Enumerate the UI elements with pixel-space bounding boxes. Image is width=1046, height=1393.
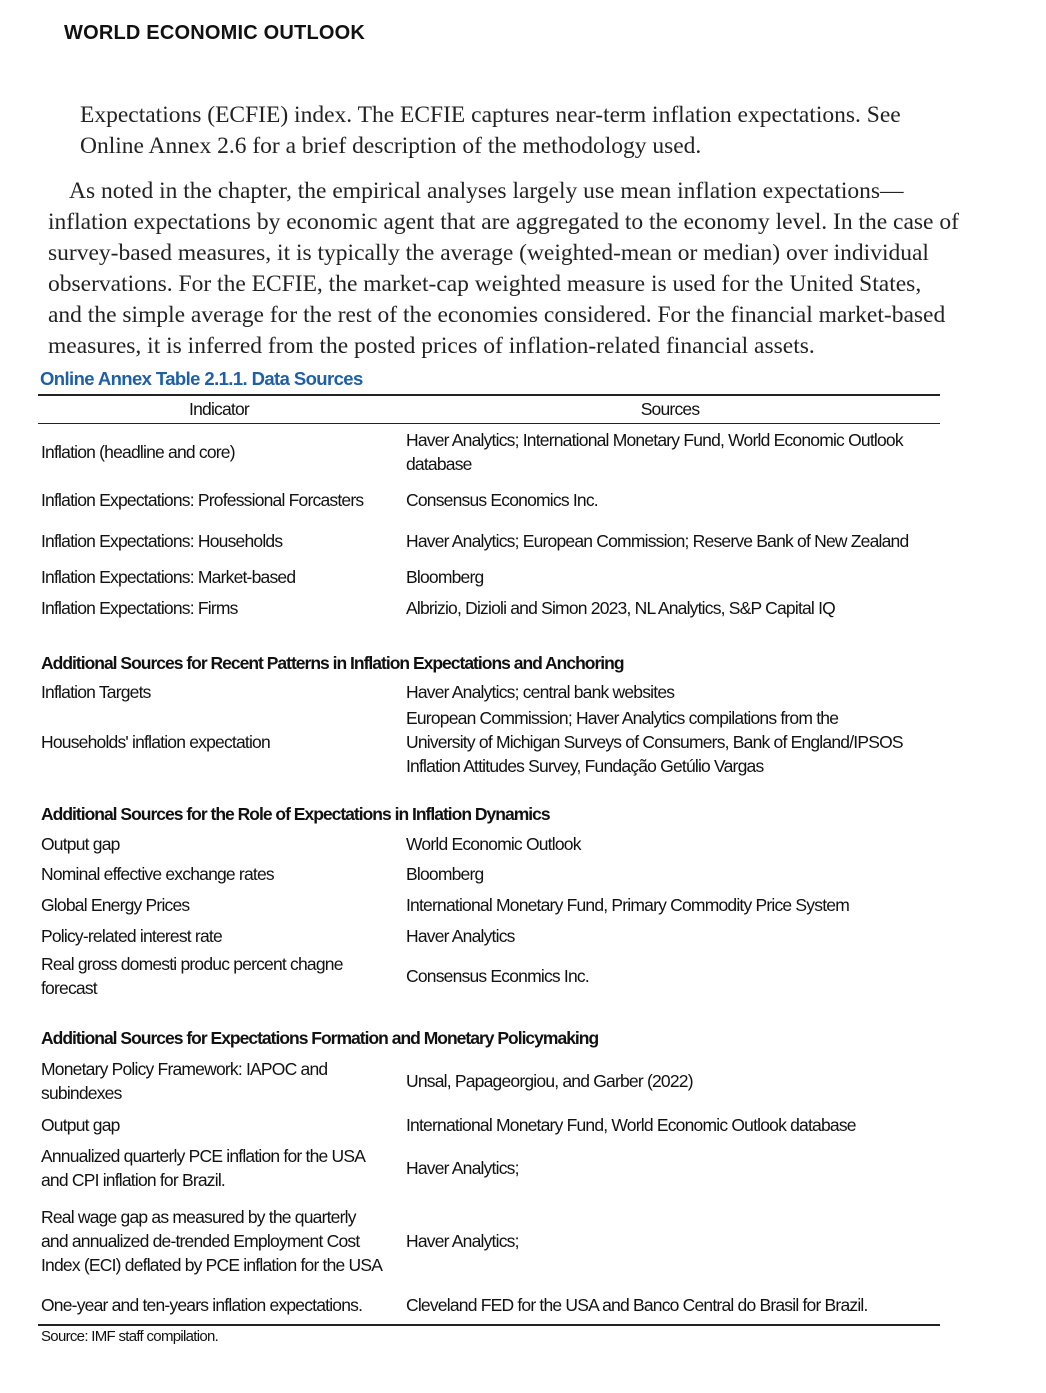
indicator-text: Inflation Expectations: Professional Forcasters xyxy=(41,489,364,510)
table-row xyxy=(38,859,940,889)
source-cell xyxy=(406,862,940,886)
table-row xyxy=(38,951,940,1000)
indicator-cell xyxy=(38,488,406,512)
table-row xyxy=(38,1052,940,1110)
source-cell xyxy=(406,488,940,512)
indicator-cell xyxy=(38,893,406,917)
source-text: Haver Analytics; European Commission; Reserve Bank of New Zealand xyxy=(406,531,909,551)
table-row xyxy=(38,478,940,521)
indicator-cell xyxy=(38,952,406,1000)
table-row xyxy=(38,1196,940,1286)
table-row xyxy=(38,1110,940,1139)
table-row xyxy=(38,1139,940,1196)
data-sources-table xyxy=(38,394,940,1345)
source-text: University of Michigan Surveys of Consumers, Bank of England/IPSOS xyxy=(406,731,903,752)
paragraph-line: survey-based measures, it is typically the average (weighted-mean or median) over individual xyxy=(48,240,929,266)
indicator-text: Annualized quarterly PCE inflation for the USA xyxy=(41,1145,366,1166)
indicator-text: Inflation (headline and core) xyxy=(41,442,235,462)
indicator-cell xyxy=(38,1205,406,1277)
source-cell xyxy=(406,964,940,988)
indicator-cell xyxy=(38,440,406,464)
table-row xyxy=(38,677,940,707)
source-cell xyxy=(406,1156,940,1180)
indicator-cell xyxy=(38,680,406,704)
source-text: Haver Analytics; central bank websites xyxy=(406,682,675,702)
indicator-cell xyxy=(38,1293,406,1317)
indicator-text: Monetary Policy Framework: IAPOC and xyxy=(41,1059,328,1079)
source-text: World Economic Outlook xyxy=(406,833,581,854)
indicator-text: One-year and ten-years inflation expectations. xyxy=(41,1295,363,1315)
table-row xyxy=(38,828,940,859)
table-title: Online Annex Table 2.1.1. Data Sources xyxy=(40,368,363,389)
paragraph-body xyxy=(48,176,1023,362)
indicator-text: forecast xyxy=(41,977,97,998)
indicator-cell xyxy=(38,529,406,553)
paragraph-line: and the simple average for the rest of the economies considered. For the financial market-based xyxy=(48,302,946,328)
paragraph-line: observations. For the ECFIE, the market-cap weighted measure is used for the United States, xyxy=(48,271,922,297)
source-cell xyxy=(406,529,940,553)
header-sources: Sources xyxy=(640,399,700,419)
source-text: European Commission; Haver Analytics compilations from the xyxy=(406,707,839,728)
table-row xyxy=(38,920,940,951)
indicator-cell xyxy=(38,832,406,856)
paragraph-line: As noted in the chapter, the empirical analyses largely use mean inflation expectations— xyxy=(69,178,904,204)
indicator-text: and CPI inflation for Brazil. xyxy=(41,1169,225,1190)
section-spacer xyxy=(38,1000,940,1024)
paragraph-line: measures, it is inferred from the posted prices of inflation-related financial assets. xyxy=(48,333,815,359)
table-row xyxy=(38,1286,940,1324)
source-text: Haver Analytics; xyxy=(406,1157,519,1178)
indicator-cell xyxy=(38,1113,406,1137)
paragraph-line: inflation expectations by economic agent that are aggregated to the economy level. In the case of xyxy=(48,209,959,235)
source-cell xyxy=(406,893,940,917)
table-row xyxy=(38,424,940,478)
source-text: database xyxy=(406,454,472,474)
table-row xyxy=(38,592,940,623)
source-text: Haver Analytics xyxy=(406,925,515,946)
source-text: Cleveland FED for the USA and Banco Central do Brasil for Brazil. xyxy=(406,1295,868,1315)
indicator-text: Nominal effective exchange rates xyxy=(41,864,274,884)
indicator-cell xyxy=(38,1144,406,1192)
source-cell xyxy=(406,565,940,589)
table-row xyxy=(38,561,940,592)
source-text: Bloomberg xyxy=(406,566,484,587)
indicator-text: Real gross domesti produc percent chagne xyxy=(41,953,343,974)
source-text: Consensus Economics Inc. xyxy=(406,489,598,510)
source-text: Albrizio, Dizioli and Simon 2023, NL Analytics, S&P Capital IQ xyxy=(406,597,835,618)
source-text: Consensus Econmics Inc. xyxy=(406,965,589,986)
source-text: Unsal, Papageorgiou, and Garber (2022) xyxy=(406,1071,693,1091)
source-cell xyxy=(406,1069,940,1093)
indicator-text: Index (ECI) deflated by PCE inflation for the USA xyxy=(41,1255,383,1275)
section-spacer xyxy=(38,776,940,800)
indicator-cell xyxy=(38,862,406,886)
paragraph-line: Expectations (ECFIE) index. The ECFIE captures near-term inflation expectations. See xyxy=(80,102,901,128)
indicator-text: Global Energy Prices xyxy=(41,894,190,915)
indicator-text: and annualized de-trended Employment Cost xyxy=(41,1231,360,1251)
source-text: Inflation Attitudes Survey, Fundação Getúlio Vargas xyxy=(406,755,764,776)
source-cell xyxy=(406,924,940,948)
indicator-text: Households' inflation expectation xyxy=(41,731,270,752)
source-cell xyxy=(406,680,940,704)
table-row xyxy=(38,521,940,561)
section-heading: Additional Sources for Recent Patterns in Inflation Expectations and Anchoring xyxy=(41,652,624,673)
section-heading: Additional Sources for the Role of Expectations in Inflation Dynamics xyxy=(41,803,550,824)
source-text: International Monetary Fund, World Economic Outlook database xyxy=(406,1114,856,1135)
source-cell xyxy=(406,832,940,856)
table-header-row xyxy=(38,396,940,424)
indicator-cell xyxy=(38,730,406,754)
table-row xyxy=(38,889,940,920)
indicator-text: Real wage gap as measured by the quarterly xyxy=(41,1207,356,1227)
section-heading: Additional Sources for Expectations Formation and Monetary Policymaking xyxy=(41,1027,599,1048)
indicator-text: Output gap xyxy=(41,1114,120,1135)
paragraph-line: Online Annex 2.6 for a brief description of the methodology used. xyxy=(80,133,702,159)
indicator-text: Inflation Expectations: Firms xyxy=(41,597,238,618)
source-text: International Monetary Fund, Primary Commodity Price System xyxy=(406,894,849,915)
paragraph-continued xyxy=(80,100,1020,162)
indicator-cell xyxy=(38,924,406,948)
indicator-text: Output gap xyxy=(41,833,120,854)
table-row xyxy=(38,707,940,776)
section-spacer xyxy=(38,623,940,649)
indicator-cell xyxy=(38,1057,406,1105)
indicator-text: Inflation Expectations: Households xyxy=(41,531,283,551)
source-cell xyxy=(406,1293,940,1317)
indicator-text: Inflation Targets xyxy=(41,682,151,702)
indicator-text: subindexes xyxy=(41,1083,122,1103)
indicator-cell xyxy=(38,596,406,620)
source-text: Haver Analytics; xyxy=(406,1231,519,1251)
running-header: WORLD ECONOMIC OUTLOOK xyxy=(64,22,366,44)
indicator-cell xyxy=(38,565,406,589)
source-cell xyxy=(406,706,940,778)
indicator-text: Policy-related interest rate xyxy=(41,925,222,946)
source-text: Bloomberg xyxy=(406,864,484,884)
source-cell xyxy=(406,428,940,476)
source-cell xyxy=(406,1113,940,1137)
header-indicator: Indicator xyxy=(189,399,249,419)
table-body xyxy=(38,424,940,1324)
source-note: Source: IMF staff compilation. xyxy=(41,1328,219,1345)
source-text: Haver Analytics; International Monetary Fund, World Economic Outlook xyxy=(406,430,903,450)
source-cell xyxy=(406,1229,940,1253)
indicator-text: Inflation Expectations: Market-based xyxy=(41,566,296,587)
source-cell xyxy=(406,596,940,620)
